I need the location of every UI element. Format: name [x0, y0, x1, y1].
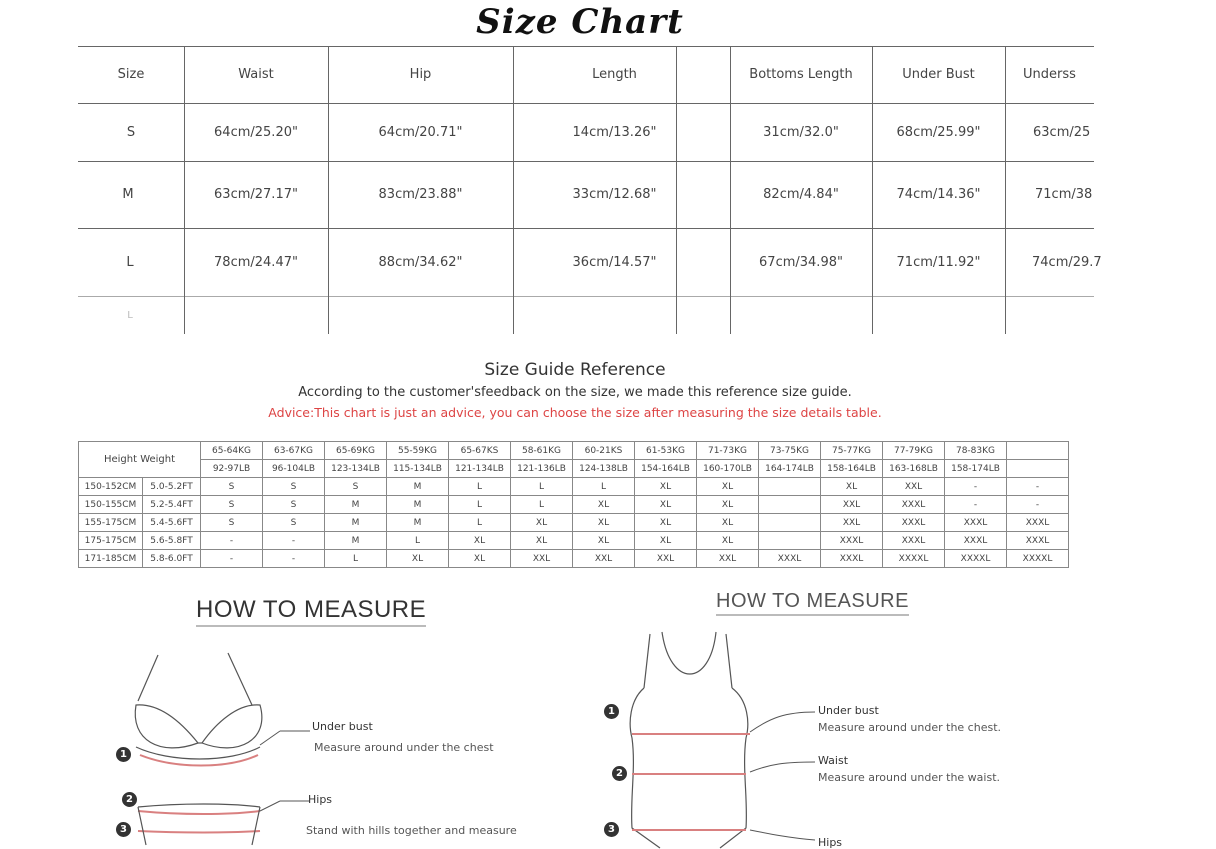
cell-length: 14cm/13.26"	[572, 124, 657, 140]
size-cell: -	[1007, 478, 1069, 496]
cell-bottoms-length: 31cm/32.0"	[763, 124, 839, 140]
size-cell	[759, 496, 821, 514]
reference-advice: Advice:This chart is just an advice, you can choose the size after measuring the size details table.	[268, 405, 882, 420]
header-underss: Underss	[1023, 67, 1076, 82]
size-cell: S	[263, 514, 325, 532]
size-cell: XL	[573, 514, 635, 532]
weight-lb-row	[79, 460, 1069, 478]
size-cell: XL	[697, 514, 759, 532]
height-cm: 171-185CM	[79, 550, 143, 568]
header-waist: Waist	[238, 67, 274, 82]
size-cell: XL	[697, 478, 759, 496]
size-cell: -	[1007, 496, 1069, 514]
size-cell: XXXL	[821, 550, 883, 568]
weight-lb: 96-104LB	[263, 460, 325, 478]
cell-under-bust: 71cm/11.92"	[896, 254, 981, 270]
weight-lb: 92-97LB	[201, 460, 263, 478]
size-cell: XXXL	[1007, 514, 1069, 532]
size-cell: XXXL	[945, 532, 1007, 550]
cell-size: S	[126, 124, 136, 140]
weight-lb: 154-164LB	[635, 460, 697, 478]
table-row	[79, 496, 1069, 514]
size-cell: XL	[635, 532, 697, 550]
size-cell: XL	[449, 532, 511, 550]
size-cell: XL	[697, 532, 759, 550]
size-cell: XXL	[821, 514, 883, 532]
weight-kg: 65-64KG	[201, 442, 263, 460]
under-bust-desc-right: Measure around under the chest.	[818, 721, 1002, 734]
bodysuit-diagram-illustration	[600, 628, 820, 848]
leader-lines-left	[280, 725, 310, 805]
cell-hip: 83cm/23.88"	[378, 187, 463, 202]
size-cell: M	[387, 478, 449, 496]
size-cell: XL	[821, 478, 883, 496]
height-cm: 175-175CM	[79, 532, 143, 550]
cell-waist: 63cm/27.17"	[214, 187, 298, 202]
size-cell: L	[449, 514, 511, 532]
weight-kg: 63-67KG	[263, 442, 325, 460]
size-cell: XL	[635, 478, 697, 496]
size-cell: M	[325, 496, 387, 514]
header-hip: Hip	[409, 67, 432, 82]
step-2-badge-right: 2	[612, 766, 627, 781]
under-bust-desc: Measure around under the chest	[314, 741, 494, 754]
size-cell: L	[325, 550, 387, 568]
size-cell: S	[201, 478, 263, 496]
height-ft: 5.2-5.4FT	[143, 496, 201, 514]
height-cm: 155-175CM	[79, 514, 143, 532]
cell-hip: 64cm/20.71"	[378, 124, 463, 140]
step-2-badge: 2	[122, 792, 137, 807]
reference-title: Size Guide Reference	[484, 360, 666, 380]
under-bust-label: Under bust	[312, 720, 373, 733]
header-size: Size	[117, 67, 145, 82]
weight-lb	[1007, 460, 1069, 478]
waist-desc-right: Measure around under the waist.	[818, 771, 1001, 784]
size-cell: XL	[511, 532, 573, 550]
size-cell: S	[325, 478, 387, 496]
size-cell: L	[387, 532, 449, 550]
weight-lb: 121-136LB	[511, 460, 573, 478]
size-cell: XL	[635, 514, 697, 532]
weight-kg: 60-21KS	[573, 442, 635, 460]
header-length: Length	[592, 67, 637, 82]
size-cell: XXL	[511, 550, 573, 568]
size-cell: XL	[387, 550, 449, 568]
step-1-badge: 1	[116, 747, 131, 762]
weight-kg-row	[79, 442, 1069, 460]
under-bust-label-right: Under bust	[818, 704, 879, 717]
weight-lb: 164-174LB	[759, 460, 821, 478]
size-chart-table	[78, 46, 1102, 334]
weight-kg: 65-67KS	[449, 442, 511, 460]
cell-length: 36cm/14.57"	[572, 254, 657, 270]
size-cell: XL	[511, 514, 573, 532]
size-cell: L	[511, 496, 573, 514]
size-cell: XXL	[573, 550, 635, 568]
cell-hip: 88cm/34.62"	[378, 254, 463, 270]
weight-lb: 158-164LB	[821, 460, 883, 478]
cell-underss: 71cm/38	[1035, 187, 1093, 202]
size-cell: XXXL	[945, 514, 1007, 532]
size-cell: S	[201, 496, 263, 514]
weight-kg	[1007, 442, 1069, 460]
header-bottoms-length: Bottoms Length	[749, 67, 853, 82]
size-cell: M	[387, 496, 449, 514]
how-to-measure-title-right: HOW TO MEASURE	[716, 590, 909, 616]
size-cell: M	[387, 514, 449, 532]
weight-lb: 124-138LB	[573, 460, 635, 478]
table-row	[79, 514, 1069, 532]
weight-lb: 160-170LB	[697, 460, 759, 478]
reference-table	[78, 441, 1069, 568]
size-cell: -	[201, 532, 263, 550]
cell-waist: 64cm/25.20"	[214, 124, 298, 140]
weight-lb: 123-134LB	[325, 460, 387, 478]
cell-under-bust: 68cm/25.99"	[896, 124, 981, 140]
size-cell	[759, 514, 821, 532]
size-cell: L	[573, 478, 635, 496]
size-cell: XL	[573, 496, 635, 514]
height-cm: 150-152CM	[79, 478, 143, 496]
size-cell: -	[263, 532, 325, 550]
size-cell: XXXL	[1007, 532, 1069, 550]
size-cell: XXXXL	[883, 550, 945, 568]
table-rule	[78, 296, 1094, 297]
size-cell: XL	[573, 532, 635, 550]
bra-diagram-illustration	[120, 645, 280, 848]
table-row	[79, 532, 1069, 550]
weight-lb: 115-134LB	[387, 460, 449, 478]
header-under-bust: Under Bust	[902, 67, 975, 82]
size-cell: XXXXL	[1007, 550, 1069, 568]
size-cell: M	[325, 532, 387, 550]
height-ft: 5.0-5.2FT	[143, 478, 201, 496]
size-cell	[759, 478, 821, 496]
size-cell: S	[263, 478, 325, 496]
weight-kg: 75-77KG	[821, 442, 883, 460]
page-title: Size Chart	[476, 2, 684, 42]
size-cell: S	[263, 496, 325, 514]
size-cell: XXXXL	[945, 550, 1007, 568]
weight-kg: 58-61KG	[511, 442, 573, 460]
size-cell: S	[201, 514, 263, 532]
cell-under-bust: 74cm/14.36"	[896, 187, 981, 202]
size-cell: XXXL	[883, 532, 945, 550]
cell-underss: 74cm/29.7	[1032, 254, 1102, 270]
weight-lb: 163-168LB	[883, 460, 945, 478]
size-cell: XL	[697, 496, 759, 514]
weight-kg: 77-79KG	[883, 442, 945, 460]
size-cell: XXL	[635, 550, 697, 568]
size-cell: -	[263, 550, 325, 568]
table-row	[79, 550, 1069, 568]
reference-subtitle: According to the customer'sfeedback on the size, we made this reference size guide.	[298, 385, 852, 400]
weight-kg: 65-69KG	[325, 442, 387, 460]
cell-bottoms-length: 82cm/4.84"	[763, 187, 839, 202]
height-ft: 5.8-6.0FT	[143, 550, 201, 568]
weight-kg: 61-53KG	[635, 442, 697, 460]
hips-desc: Stand with hills together and measure	[306, 824, 517, 837]
how-to-measure-title: HOW TO MEASURE	[196, 596, 426, 627]
size-cell: XXXL	[759, 550, 821, 568]
size-cell: -	[945, 496, 1007, 514]
size-cell: XXL	[821, 496, 883, 514]
size-cell: M	[325, 514, 387, 532]
size-cell: XXXL	[821, 532, 883, 550]
step-3-badge: 3	[116, 822, 131, 837]
cell-size: L	[127, 309, 133, 321]
hips-label-right: Hips	[818, 836, 843, 849]
cell-bottoms-length: 67cm/34.98"	[759, 254, 843, 270]
weight-kg: 55-59KG	[387, 442, 449, 460]
size-cell: -	[945, 478, 1007, 496]
cell-length: 33cm/12.68"	[572, 187, 657, 202]
height-ft: 5.6-5.8FT	[143, 532, 201, 550]
table-rule	[1005, 46, 1006, 334]
size-cell: XXXL	[883, 514, 945, 532]
waist-label-right: Waist	[818, 754, 849, 767]
height-ft: 5.4-5.6FT	[143, 514, 201, 532]
size-cell: -	[201, 550, 263, 568]
size-cell: L	[511, 478, 573, 496]
height-cm: 150-155CM	[79, 496, 143, 514]
weight-lb: 121-134LB	[449, 460, 511, 478]
weight-lb: 158-174LB	[945, 460, 1007, 478]
size-cell: XXL	[697, 550, 759, 568]
size-cell: XXXL	[883, 496, 945, 514]
height-weight-header: Height Weight	[79, 442, 201, 478]
size-cell: L	[449, 496, 511, 514]
weight-kg: 73-75KG	[759, 442, 821, 460]
cell-size: L	[126, 254, 134, 270]
size-cell: XL	[635, 496, 697, 514]
cell-underss: 63cm/25	[1033, 124, 1091, 140]
size-cell	[759, 532, 821, 550]
hips-label: Hips	[308, 793, 333, 806]
weight-kg: 71-73KG	[697, 442, 759, 460]
step-3-badge-right: 3	[604, 822, 619, 837]
size-cell: XL	[449, 550, 511, 568]
cell-size: M	[122, 187, 134, 202]
table-row	[79, 478, 1069, 496]
size-cell: XXL	[883, 478, 945, 496]
weight-kg: 78-83KG	[945, 442, 1007, 460]
cell-waist: 78cm/24.47"	[214, 254, 298, 270]
size-cell: L	[449, 478, 511, 496]
step-1-badge-right: 1	[604, 704, 619, 719]
